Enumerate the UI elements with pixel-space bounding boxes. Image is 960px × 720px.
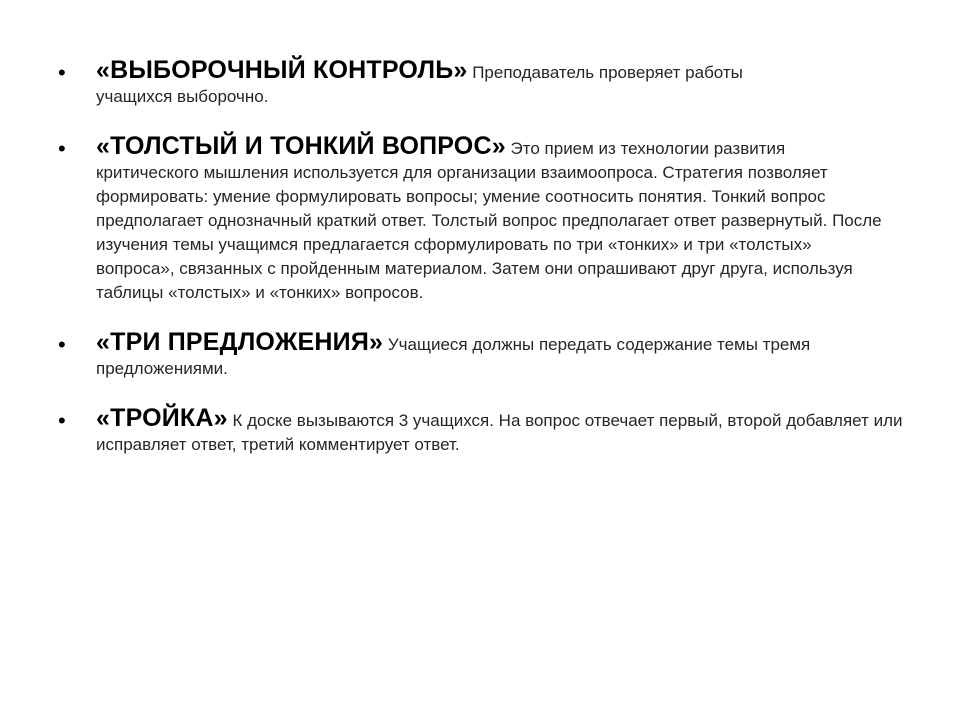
bullet-icon: • — [58, 332, 66, 357]
item-term: «ТОЛСТЫЙ И ТОНКИЙ ВОПРОС» — [96, 132, 506, 160]
list-item — [58, 330, 916, 381]
item-term: «ТРИ ПРЕДЛОЖЕНИЯ» — [96, 328, 384, 356]
item-text — [96, 330, 916, 381]
list-item — [58, 58, 816, 109]
item-description: К доске вызываются 3 учащихся. На вопрос отвечает первый, второй добавляет или исправляет ответ, третий комментирует ответ. — [96, 411, 903, 454]
item-text — [96, 406, 916, 457]
bullet-icon: • — [58, 408, 66, 433]
item-text — [96, 58, 816, 109]
list-item — [58, 134, 886, 305]
bullet-list — [58, 58, 908, 482]
item-term: «ВЫБОРОЧНЫЙ КОНТРОЛЬ» — [96, 56, 468, 84]
item-description: Преподаватель проверяет работы учащихся выборочно. — [96, 63, 743, 106]
item-description: Это прием из технологии развития критического мышления используется для организации взаимоопроса. Стратегия позволяет формировать: умение формулировать вопросы; умение соотносить понятия. Тонкий вопрос предполагает однозначный краткий ответ. Толстый вопрос предполагает ответ развернутый. После изучения темы учащимся предлагается сформулировать по три «тонких» и три «толстых» вопроса», связанных с пройденным материалом. Затем они опрашивают друг друга, используя таблицы «толстых» и «тонких» вопросов. — [96, 139, 882, 302]
bullet-icon: • — [58, 60, 66, 85]
item-term: «ТРОЙКА» — [96, 404, 228, 432]
item-description: Учащиеся должны передать содержание темы тремя предложениями. — [96, 335, 811, 378]
list-item — [58, 406, 916, 457]
bullet-icon: • — [58, 136, 66, 161]
item-text — [96, 134, 886, 305]
